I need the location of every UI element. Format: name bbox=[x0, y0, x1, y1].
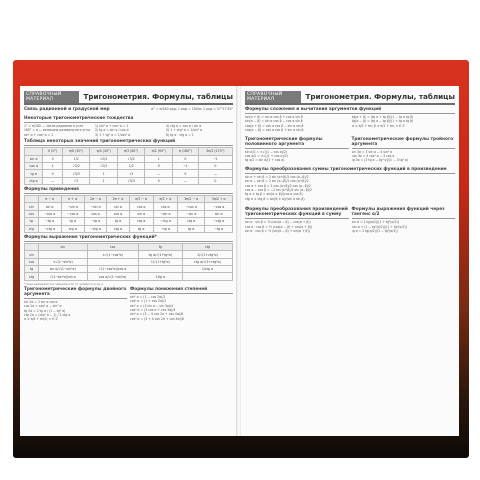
power-reduction-section bbox=[130, 287, 233, 322]
formula-line: sin α − sin β = 2 sin (α−β)/2 cos (α+β)/2 bbox=[245, 179, 309, 184]
table-cell: ±√(1−cos²α) bbox=[87, 251, 138, 258]
table-cell: ctg α bbox=[61, 225, 84, 232]
table-cell: tg α bbox=[129, 225, 153, 232]
table-cell: sin α bbox=[129, 210, 153, 217]
formula-line: cos α − cos β = −2 sin (α+β)/2 sin (α−β)/2 bbox=[245, 188, 312, 193]
formula-line: cos α/2 = ±√((1 + cos α)/2) bbox=[245, 154, 288, 159]
formula-line: cos α = (1 − tg²(α/2))/(1 + tg²(α/2)) bbox=[351, 224, 407, 229]
table-cell: 0 bbox=[43, 155, 62, 162]
table-cell: √2/2 bbox=[90, 162, 118, 169]
formula-line: cos³ α = (3 cos α + cos 3α)/4 bbox=[130, 308, 176, 313]
formula-line: cos(α − β) = cos α cos β + sin α sin β bbox=[245, 128, 304, 133]
double-angle-title: Тригонометрические формулы двойного аргумента bbox=[24, 286, 127, 297]
addition-title: Формулы сложения и вычитания аргументов функций bbox=[245, 107, 455, 114]
table-cell: −sin α bbox=[153, 210, 177, 217]
radian-section bbox=[24, 107, 233, 114]
identity-line: 4) ctg α = cos α / sin α bbox=[166, 124, 202, 128]
table-cell bbox=[87, 258, 138, 265]
table-header-cell: π + α bbox=[61, 196, 84, 203]
left-page-subtitle: СПРАВОЧНЫЙ МАТЕРИАЛ bbox=[24, 91, 79, 103]
table-cell: −ctg α bbox=[84, 225, 107, 232]
table-cell: ctg bbox=[25, 273, 39, 280]
formula-line: cos α + cos β = 2 cos (α+β)/2 cos (α−β)/2 bbox=[245, 183, 311, 188]
table-cell: sin α bbox=[25, 155, 43, 162]
identities-title: Некоторые тригонометрические тождества bbox=[24, 116, 233, 123]
double-angle-section bbox=[24, 287, 127, 322]
formula-line: sin 2α = 2 sin α cos α bbox=[24, 299, 58, 304]
table-cell: ctg α/√(1+ctg²α) bbox=[182, 258, 232, 265]
table-header-cell: cos bbox=[87, 243, 138, 250]
table-cell: ctg α bbox=[129, 218, 153, 225]
table-row bbox=[25, 218, 233, 225]
formula-line: tg(α − β) = (tg α − tg β)/(1 + tg α tg β) bbox=[352, 119, 414, 124]
triple-angle-title: Тригонометрические формулы тройного аргумента bbox=[351, 136, 454, 147]
half-triple-row bbox=[245, 137, 455, 163]
formula-line: cos α · cos β = ½ (cos(α − β) + cos(α + β)) bbox=[245, 224, 313, 229]
formula-line: cos 3α = 4 cos³ α − 3 cos α bbox=[351, 154, 395, 159]
table-header-cell: 2π + α bbox=[107, 196, 129, 203]
table-row bbox=[25, 155, 233, 162]
table-cell: −tg α bbox=[38, 218, 61, 225]
formula-line: sin(α − β) = sin α cos β − cos α sin β bbox=[245, 119, 303, 124]
addition-section bbox=[245, 107, 455, 133]
formula-line: sin⁴ α = (3 − 4 cos 2α + cos 4α)/8 bbox=[130, 312, 184, 317]
power-reduction-title: Формулы понижения степеней bbox=[130, 287, 233, 294]
table-cell: −sin α bbox=[61, 203, 84, 210]
formula-line: sin² α = (1 − cos 2α)/2 bbox=[130, 294, 166, 299]
table-cell: tg α bbox=[25, 170, 43, 177]
table-cell: tg α bbox=[177, 225, 204, 232]
table-cell bbox=[39, 251, 88, 258]
table-cell: tg α bbox=[61, 218, 84, 225]
identities-section bbox=[24, 116, 233, 137]
table-cell: ctg bbox=[25, 225, 39, 232]
table-cell: −1 bbox=[173, 162, 199, 169]
table-cell: −cos α bbox=[177, 203, 204, 210]
sum-to-product-section bbox=[245, 167, 455, 201]
reduction-table bbox=[24, 195, 233, 233]
identity-line: 180° = π — величина развернутого угла bbox=[24, 128, 90, 133]
table-header-cell: π/2 + α bbox=[153, 196, 177, 203]
table-cell: √3/2 bbox=[62, 162, 90, 169]
table-cell: sin α bbox=[107, 203, 129, 210]
formula-line: tg(α + β) = (tg α + tg β)/(1 − tg α tg β) bbox=[352, 115, 414, 119]
table-cell: cos bbox=[25, 258, 39, 265]
table-cell: −cos α bbox=[38, 210, 61, 217]
table-cell: −sin α bbox=[177, 210, 204, 217]
formula-line: sin α · cos β = ½ (sin(α − β) + sin(α + β)) bbox=[245, 229, 310, 234]
table-cell: cos α bbox=[25, 162, 43, 169]
table-cell: — bbox=[145, 170, 173, 177]
table-header-cell: 0 (0°) bbox=[43, 148, 62, 155]
right-page-title: Тригонометрия. Формулы, таблицы bbox=[305, 92, 455, 101]
table-cell: 0 bbox=[173, 170, 199, 177]
table-cell: −tg α bbox=[84, 218, 107, 225]
table-cell: ctg α bbox=[177, 218, 204, 225]
table-header-cell: sin bbox=[39, 243, 88, 250]
expression-table-section bbox=[24, 235, 233, 281]
left-page-title: Тригонометрия. Формулы, таблицы bbox=[83, 92, 233, 101]
right-page bbox=[241, 86, 459, 436]
formula-line: sin 3α = 3 sin α − 4 sin³ α bbox=[351, 149, 393, 154]
table-cell: 0 bbox=[43, 170, 62, 177]
table-cell: cos α bbox=[107, 210, 129, 217]
formula-line: cos 2α = cos² α − sin² α bbox=[24, 304, 62, 309]
sum-to-product-title: Формулы преобразования суммы тригонометрических функций в произведение bbox=[245, 167, 455, 174]
identity-line: 1) sin² α + cos² α = 1 bbox=[95, 124, 129, 128]
table-row bbox=[25, 273, 233, 280]
table-row bbox=[25, 170, 233, 177]
table-cell: 1/tg α bbox=[138, 273, 182, 280]
table-cell: 1/√(1+tg²α) bbox=[138, 258, 182, 265]
formula-line: ctg α ± ctg β = sin(β ± α)/(sin α sin β) bbox=[245, 196, 305, 201]
table-cell: √(1−sin²α)/sin α bbox=[39, 273, 88, 280]
table-header-cell: π/4 (45°) bbox=[90, 148, 118, 155]
table-row bbox=[25, 177, 233, 184]
table-cell: cos α bbox=[153, 203, 177, 210]
expression-table-note: * Знак выбирается в зависимости от четверти угла α bbox=[24, 281, 103, 286]
table-cell: −ctg α bbox=[153, 218, 177, 225]
formula-line: cos⁴ α = (3 + 4 cos 2α + cos 4α)/8 bbox=[130, 316, 184, 321]
values-table-title: Таблица некоторых значений тригонометрических функций bbox=[24, 139, 233, 146]
table-cell: — bbox=[198, 170, 232, 177]
identity-line: 3) 1 + tg² α = 1/cos² α bbox=[95, 132, 131, 137]
table-cell: −tg α bbox=[205, 225, 233, 232]
table-cell: 1/2 bbox=[117, 162, 145, 169]
table-cell: −ctg α bbox=[205, 218, 233, 225]
reduction-table-section bbox=[24, 187, 233, 233]
table-cell: −tg α bbox=[153, 225, 177, 232]
left-page bbox=[20, 86, 238, 436]
table-cell: sin α/√(1−sin²α) bbox=[39, 266, 88, 273]
table-cell: 0 bbox=[145, 177, 173, 184]
formula-line: tg 2α = 2 tg α / (1 − tg² α) bbox=[24, 308, 66, 313]
table-cell: −1 bbox=[198, 155, 232, 162]
table-header-cell: π − α bbox=[38, 196, 61, 203]
values-table-section bbox=[24, 139, 233, 185]
table-row bbox=[25, 251, 233, 258]
right-page-header bbox=[245, 90, 455, 105]
identity-line: sin² α + cos² α = 1 bbox=[24, 132, 54, 137]
formula-line: tg α = 2 tg(α/2)/(1 − tg²(α/2)) bbox=[351, 229, 398, 234]
table-cell: √3/3 bbox=[117, 177, 145, 184]
formula-line: tg 3α = (3 tg α − tg³ α)/(1 − 3 tg² α) bbox=[351, 158, 409, 163]
formula-line: sin α · sin β = ½ (cos(α − β) − cos(α + β)) bbox=[245, 220, 311, 225]
table-header-cell: 2π − α bbox=[84, 196, 107, 203]
table-header-cell: 3π/2 − α bbox=[177, 196, 204, 203]
table-cell: 1 bbox=[43, 162, 62, 169]
table-cell: cos bbox=[25, 210, 39, 217]
radian-formula: π° = π/180 рад; 1 рад = 180/π; 1 рад ≈ 57°17'45" bbox=[151, 107, 233, 111]
table-header-cell: π/6 (30°) bbox=[62, 148, 90, 155]
table-cell: 1 bbox=[90, 170, 118, 177]
table-header-cell: π/2 (90°) bbox=[145, 148, 173, 155]
table-cell: 1/√(1+ctg²α) bbox=[182, 251, 232, 258]
table-header-cell bbox=[25, 196, 39, 203]
table-cell: −cos α bbox=[61, 210, 84, 217]
table-cell: √3/3 bbox=[62, 170, 90, 177]
table-cell bbox=[138, 266, 182, 273]
half-tangent-section bbox=[352, 207, 456, 233]
table-header-cell: π/3 (60°) bbox=[117, 148, 145, 155]
formula-line: cos(α + β) = cos α cos β − sin α sin β bbox=[245, 123, 304, 128]
table-cell: −sin α bbox=[84, 203, 107, 210]
right-page-subtitle: СПРАВОЧНЫЙ МАТЕРИАЛ bbox=[245, 91, 301, 103]
table-cell: tg bbox=[25, 218, 39, 225]
table-cell: — bbox=[43, 177, 62, 184]
product-to-sum-title: Формулы преобразования произведений тригонометрических функций в сумму bbox=[245, 207, 348, 218]
table-header-cell: 3π/2 + α bbox=[205, 196, 233, 203]
table-row bbox=[25, 258, 233, 265]
table-cell: 1 bbox=[145, 155, 173, 162]
formula-line: tg α/2 = sin α/(1 + cos α) bbox=[245, 158, 285, 163]
table-cell: cos α bbox=[84, 210, 107, 217]
half-angle-section bbox=[245, 137, 349, 163]
identity-line: 1° = π/180 — число радианов в угле bbox=[24, 124, 84, 128]
table-cell: cos α bbox=[129, 203, 153, 210]
formula-line: α ≠ π/2 + πn; β ≠ π/2 + πn; n ∈ Z bbox=[352, 123, 405, 128]
table-cell: sin bbox=[25, 251, 39, 258]
table-cell: 0 bbox=[173, 155, 199, 162]
formula-line: sin³ α = (3 sin α − sin 3α)/4 bbox=[130, 303, 174, 308]
table-cell bbox=[182, 273, 232, 280]
table-cell: 1/2 bbox=[62, 155, 90, 162]
table-header-cell: 3π/2 (270°) bbox=[198, 148, 232, 155]
identity-line: 6) tg α · ctg α = 1 bbox=[166, 132, 194, 137]
table-cell: ctg α bbox=[25, 177, 43, 184]
table-cell: √3 bbox=[62, 177, 90, 184]
formula-line: sin α + sin β = 2 sin (α+β)/2 cos (α−β)/2 bbox=[245, 174, 309, 179]
table-cell: sin α bbox=[205, 210, 233, 217]
table-row bbox=[25, 225, 233, 232]
formula-line: α ≠ π/4 + πn/2; n ∈ Z bbox=[24, 317, 58, 322]
product-tangent-row bbox=[245, 207, 455, 233]
table-row bbox=[25, 266, 233, 273]
formula-line: sin α = 2 tg(α/2)/(1 + tg²(α/2)) bbox=[351, 220, 399, 225]
triple-angle-section bbox=[352, 137, 456, 163]
table-header-cell bbox=[25, 148, 43, 155]
expression-table bbox=[24, 243, 233, 281]
table-cell: 1/ctg α bbox=[182, 266, 232, 273]
table-row bbox=[25, 203, 233, 210]
formula-line: sin α/2 = ±√((1 − cos α)/2) bbox=[245, 149, 288, 154]
table-cell: −cos α bbox=[205, 203, 233, 210]
table-cell: tg α/√(1+tg²α) bbox=[138, 251, 182, 258]
table-header-cell bbox=[25, 243, 39, 250]
table-cell: √2/2 bbox=[90, 155, 118, 162]
table-cell: 0 bbox=[198, 177, 232, 184]
expression-table-title: Формулы выражения тригонометрических функций* bbox=[24, 235, 233, 242]
half-tangent-title: Формулы выражения функций через тангенс α/2 bbox=[352, 207, 456, 219]
table-cell: — bbox=[173, 177, 199, 184]
table-cell: 1 bbox=[90, 177, 118, 184]
radian-section-title: Связь радианной и градусной мер bbox=[24, 107, 110, 112]
table-cell: √3 bbox=[117, 170, 145, 177]
table-cell: √3/2 bbox=[117, 155, 145, 162]
table-cell: cos α/√(1−cos²α) bbox=[87, 273, 138, 280]
bottom-formulas bbox=[24, 287, 233, 322]
half-angle-title: Тригонометрические формулы половинного аргумента bbox=[245, 137, 349, 149]
table-cell: 0 bbox=[198, 162, 232, 169]
table-cell: sin bbox=[25, 203, 39, 210]
table-cell: √(1−cos²α)/cos α bbox=[87, 266, 138, 273]
table-header-cell: ctg bbox=[182, 243, 232, 250]
table-cell: ctg α bbox=[107, 225, 129, 232]
table-cell: tg bbox=[25, 266, 39, 273]
table-cell: sin α bbox=[38, 203, 61, 210]
formula-line: ctg 2α = (ctg² α − 1) / 2 ctg α bbox=[24, 313, 71, 318]
values-table bbox=[24, 147, 233, 185]
table-row bbox=[25, 162, 233, 169]
formula-line: sin(α + β) = sin α cos β + cos α sin β bbox=[245, 115, 303, 119]
identity-line: 2) tg α = sin α / cos α bbox=[95, 128, 129, 133]
table-header-cell: π (180°) bbox=[173, 148, 199, 155]
product-to-sum-section bbox=[245, 207, 349, 233]
formula-line: tg α ± tg β = sin(α ± β)/(cos α cos β) bbox=[245, 192, 303, 197]
table-row bbox=[25, 210, 233, 217]
identity-line: 5) 1 + ctg² α = 1/sin² α bbox=[166, 128, 203, 133]
table-header-cell: π/2 − α bbox=[129, 196, 153, 203]
left-page-header bbox=[24, 90, 233, 105]
table-cell: 0 bbox=[145, 162, 173, 169]
reduction-table-title: Формулы приведения bbox=[24, 187, 233, 194]
table-cell: −ctg α bbox=[38, 225, 61, 232]
table-header-cell: tg bbox=[138, 243, 182, 250]
table-cell: ±√(1−sin²α) bbox=[39, 258, 88, 265]
formula-line: cos² α = (1 + cos 2α)/2 bbox=[130, 299, 167, 304]
table-cell: tg α bbox=[107, 218, 129, 225]
